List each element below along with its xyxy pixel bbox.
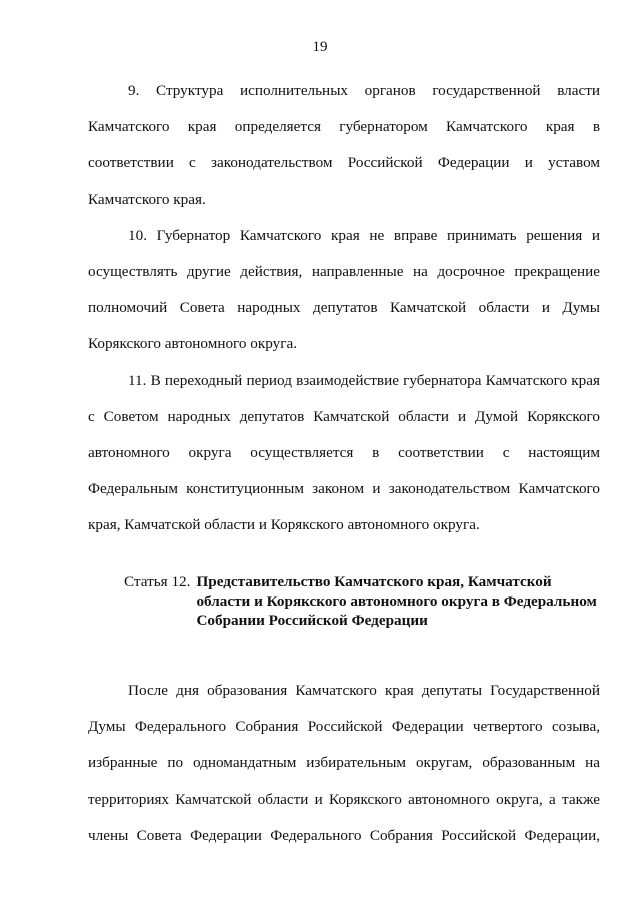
- article-label: Статья 12.: [124, 573, 191, 590]
- document-body-top: [88, 73, 600, 544]
- paragraph-11: 11. В переходный период взаимодействие губернатора Камчатского края с Советом народных депутатов Камчатской области и Думой Корякского автономного округа осуществляется в соответствии с настоящим Федеральным конституционным законом и законодательством Камчатского края, Камчатской области и Корякского автономного округа.: [88, 371, 600, 534]
- page-number: 19: [312, 39, 328, 55]
- paragraph-after-article: После дня образования Камчатского края депутаты Государственной Думы Федерального Собрания Российской Федерации четвертого созыва, избранные по одномандатным избирательным округам, образованным на территориях Камчатской области и Корякского автономного округа, а также члены Совета Федерации Федерального Собрания Российской Федерации,: [88, 682, 600, 844]
- paragraph-9: 9. Структура исполнительных органов государственной власти Камчатского края определяется губернатором Камчатского края в соответствии с законодательством Российской Федерации и уставом Камчатского края.: [88, 82, 600, 208]
- article-title: Представительство Камчатского края, Камчатской области и Корякского автономного округа в Федеральном Собрании Российской Федерации: [196, 573, 597, 629]
- paragraph-10: 10. Губернатор Камчатского края не вправе принимать решения и осуществлять другие действия, направленные на досрочное прекращение полномочий Совета народных депутатов Камчатской области и Думы Корякского автономного округа.: [88, 226, 600, 353]
- document-body-bottom: [88, 673, 600, 854]
- article-heading: [124, 572, 600, 631]
